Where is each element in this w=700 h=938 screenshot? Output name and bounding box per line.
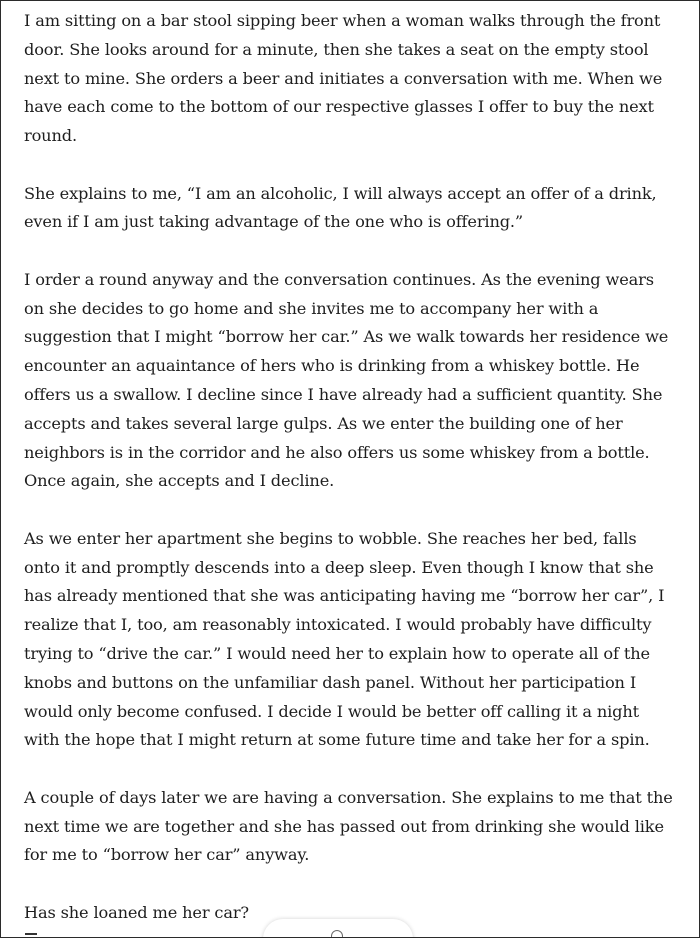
cut-off-text-fragment [25,933,37,935]
paragraph-3: I order a round anyway and the conversation continues. As the evening wears on she decides to go home and she invites me to accompany her with a suggestion that I might “borrow her car.” As we walk towards her residence we encounter an aquaintance of hers who is drinking from a whiskey bottle. He offers us a swallow. I decline since I have already had a sufficient quantity. She accepts and takes several large gulps. As we enter the building one of her neighbors is in the corridor and he also offers us some whiskey from a bottle. Once again, she accepts and I decline. [24,269,669,491]
paragraph-2: She explains to me, “I am an alcoholic, I will always accept an offer of a drink, even if I am just taking advantage of the one who is offering.” [24,183,657,232]
paragraph-4: As we enter her apartment she begins to wobble. She reaches her bed, falls onto it and promptly descends into a deep sleep. Even though I know that she has already mentioned that she was anticipating having me “borrow her car”, I realize that I, too, am reasonably intoxicated. I would probably have difficulty trying to “drive the car.” I would need her to explain how to operate all of the knobs and buttons on the unfamiliar dash panel. Without her participation I would only become confused. I decide I would be better off calling it a night with the hope that I might return at some future time and take her for a spin. [24,528,665,750]
circle-icon[interactable] [331,930,343,938]
paragraph-6: Has she loaned me her car? [24,902,249,922]
paragraph-5: A couple of days later we are having a conversation. She explains to me that the next time we are together and she has passed out from drinking she would like for me to “borrow her car” anyway. [24,787,673,865]
article-body [24,7,674,938]
floating-action-bar[interactable] [263,919,413,938]
paragraph-1: I am sitting on a bar stool sipping beer when a woman walks through the front door. She looks around for a minute, then she takes a seat on the empty stool next to mine. She orders a beer and initiates a conversation with me. When we have each come to the bottom of our respective glasses I offer to buy the next round. [24,11,663,146]
